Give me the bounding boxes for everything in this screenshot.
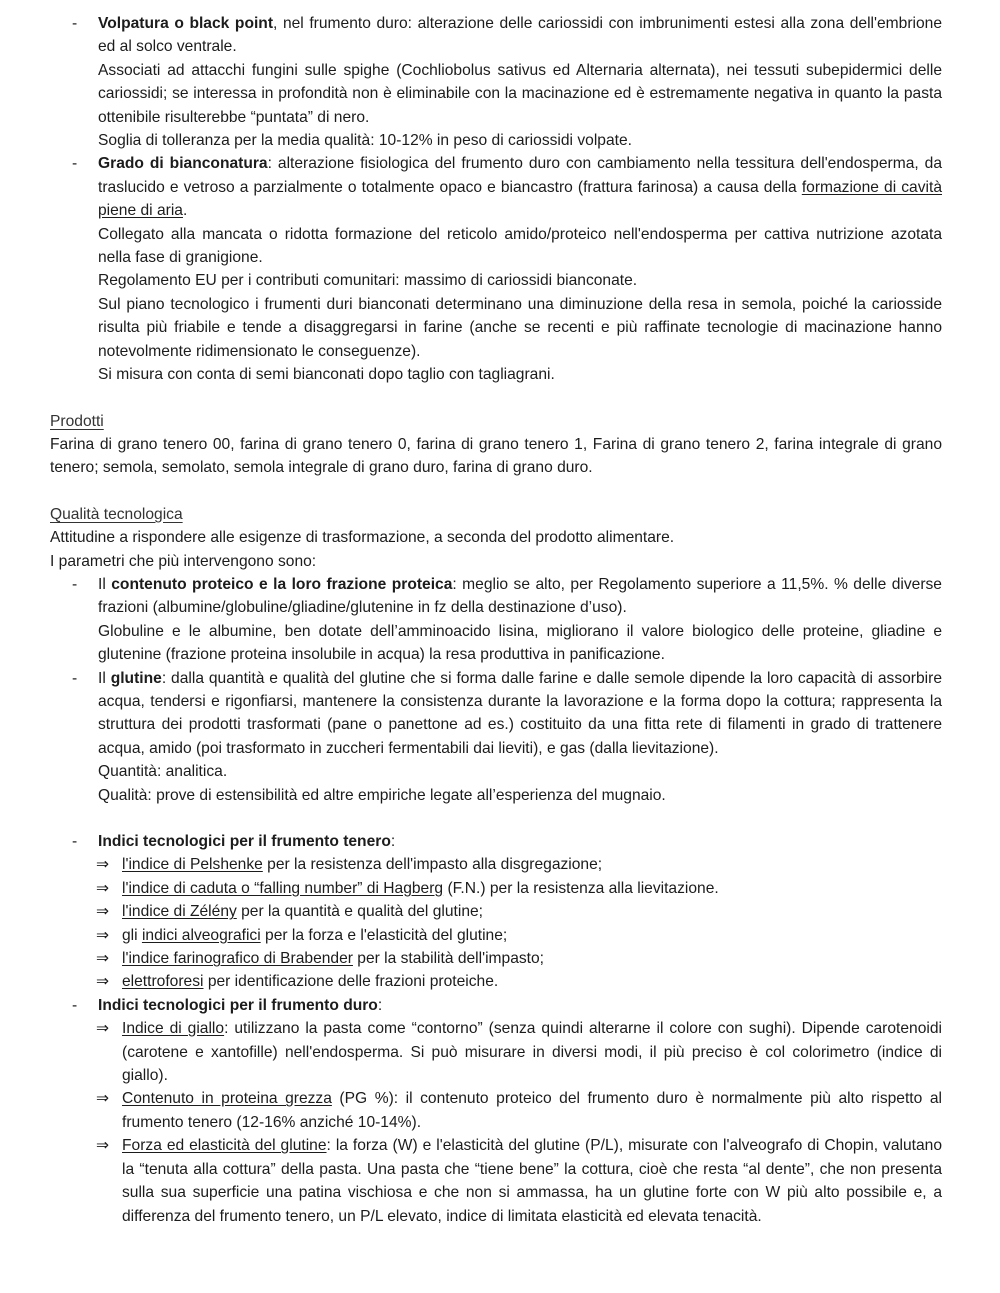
arrow-icon: ⇒ — [96, 856, 110, 874]
list-item-indici-duro — [50, 994, 942, 1017]
term-bianconatura: Grado di bianconatura — [98, 155, 268, 173]
term-volpatura: Volpatura o black point — [98, 15, 274, 32]
term-contenuto-proteico: contenuto proteico e la loro frazione proteica — [111, 575, 453, 593]
bianconatura-cause: Collegato alla mancata o ridotta formazione del reticolo amido/proteico nell'endosperma per cattiva nutrizione azotata nella fase di granigione. — [98, 225, 942, 267]
index-name: indici alveografici — [141, 926, 261, 944]
tenero-index-item: ⇒ l'indice di Zélény per la quantità e qualità del glutine; — [50, 900, 942, 923]
indici-duro-heading: Indici tecnologici per il frumento duro: — [98, 996, 383, 1014]
volpatura-cause: Associati ad attacchi fungini sulle spighe (Cochliobolus sativus ed Alternaria alternata), nei tessuti subepidermici delle cariossidi; se interessa in profondità non è eliminabile con la macinazione ed è estremamente negativa in quanto la pasta ottenibile risulterebbe “puntata” di nero. — [98, 61, 942, 126]
proteico-detail: Globuline e le albumine, ben dotate dell’amminoacido lisina, migliorano il valore biologico delle proteine, gliadine e glutenine (frazione proteina insolubile in acqua) la resa produttiva in panificazione. — [98, 622, 942, 664]
indici-tenero-heading: Indici tecnologici per il frumento tenero: — [98, 833, 396, 850]
index-name: l'indice di caduta o “falling number” di Hagberg — [122, 879, 444, 897]
list-item-contenuto-proteico — [50, 573, 942, 667]
qualita-intro: Attitudine a rispondere alle esigenze di trasformazione, a seconda del prodotto alimentare. — [50, 529, 675, 547]
index-name: l'indice di Zélény — [122, 903, 237, 921]
volpatura-threshold: Soglia di tolleranza per la media qualità: 10-12% in peso di cariossidi volpate. — [98, 132, 632, 150]
term-glutine: glutine — [110, 669, 162, 687]
glutine-qualita: Qualità: prove di estensibilità ed altre empiriche legate all’esperienza del mugnaio. — [98, 786, 666, 804]
arrow-icon: ⇒ — [96, 926, 110, 944]
section-heading-prodotti: Prodotti — [50, 412, 104, 430]
bianconatura-measure: Si misura con conta di semi bianconati dopo taglio con tagliagrani. — [98, 366, 555, 384]
tenero-index-item: ⇒ elettroforesi per identificazione delle frazioni proteiche. — [50, 970, 942, 993]
bullet-dash: - — [72, 996, 78, 1014]
index-name: l'indice farinografico di Brabender — [122, 950, 353, 968]
tenero-index-item: ⇒ l'indice di Pelshenke per la resistenza dell'impasto alla disgregazione; — [50, 853, 942, 876]
arrow-icon: ⇒ — [96, 973, 110, 991]
list-item-bianconatura — [50, 152, 942, 386]
arrow-icon: ⇒ — [96, 1020, 110, 1038]
bullet-dash: - — [72, 575, 78, 593]
arrow-icon: ⇒ — [96, 1137, 110, 1155]
list-item-volpatura — [50, 12, 942, 152]
list-item-glutine — [50, 667, 942, 807]
tenero-index-item: ⇒ l'indice di caduta o “falling number” di Hagberg (F.N.) per la resistenza alla lievitazione. — [50, 877, 942, 900]
duro-index-item: ⇒ Contenuto in proteina grezza (PG %): il contenuto proteico del frumento duro è normalmente più alto rispetto al frumento tenero (12-16% anziché 10-14%). — [50, 1087, 942, 1134]
bullet-dash: - — [72, 155, 78, 173]
index-name: Indice di giallo — [122, 1020, 225, 1038]
proteico-definition: Il contenuto proteico e la loro frazione proteica: meglio se alto, per Regolamento superiore a 11,5%. % delle diverse frazioni (albumine/globuline/gliadine/glutenine in fz della destinazione d’uso). — [98, 575, 942, 617]
arrow-icon: ⇒ — [96, 903, 110, 921]
bianconatura-definition: Grado di bianconatura: alterazione fisiologica del frumento duro con cambiamento nella tessitura dell'endosperma, da traslucido e vetroso a parzialmente o totalmente opaco e biancastro (frattura farinosa) a causa della formazione di cavità piene di aria. — [98, 155, 942, 220]
glutine-quantita: Quantità: analitica. — [98, 763, 228, 781]
list-item-indici-tenero — [50, 830, 942, 853]
arrow-icon: ⇒ — [96, 1090, 110, 1108]
arrow-icon: ⇒ — [96, 879, 110, 897]
section-heading-qualita: Qualità tecnologica — [50, 505, 183, 523]
bianconatura-regulation: Regolamento EU per i contributi comunitari: massimo di cariossidi bianconate. — [98, 272, 638, 290]
tenero-index-item: ⇒ l'indice farinografico di Brabender per la stabilità dell'impasto; — [50, 947, 942, 970]
underlined-phrase: formazione di cavità piene di aria — [98, 178, 942, 220]
prodotti-text: Farina di grano tenero 00, farina di grano tenero 0, farina di grano tenero 1, Farina di grano tenero 2, farina integrale di grano tenero; semola, semolato, semola integrale di grano duro, farina di grano duro. — [50, 435, 942, 477]
index-name: l'indice di Pelshenke — [122, 856, 263, 874]
glutine-definition: Il glutine: dalla quantità e qualità del glutine che si forma dalle farine e dalle semole dipende la loro capacità di assorbire acqua, tendersi e rigonfiarsi, mantenere la consistenza durante la lavorazione e la forma dopo la cottura; rappresenta la struttura dei prodotti trasformati (pane o panettone ad es.) costituito da una fitta rete di filamenti in grado di trattenere acqua, amido (poi trasformato in zuccheri fermentabili dai lieviti), e gas (dalla lievitazione). — [98, 669, 942, 757]
tenero-index-item: ⇒ gli indici alveografici per la forza e l'elasticità del glutine; — [50, 924, 942, 947]
bianconatura-technology: Sul piano tecnologico i frumenti duri bianconati determinano una diminuzione della resa in semola, poiché la cariosside risulta più friabile e tende a disaggregarsi in farine (anche se recenti e più raffinate tecnologie di macinazione hanno notevolmente ridimensionato le conseguenze). — [98, 295, 942, 360]
arrow-icon: ⇒ — [96, 950, 110, 968]
bullet-dash: - — [72, 669, 78, 687]
duro-index-item: ⇒ Indice di giallo: utilizzano la pasta come “contorno” (senza quindi alterarne il colore con sughi). Dipende carotenoidi (carotene e xantofille) nell'endosperma. Si può misurare in diversi modi, il più preciso è col colorimetro (indice di giallo). — [50, 1017, 942, 1087]
index-name: elettroforesi — [122, 973, 204, 991]
qualita-intro-params: I parametri che più intervengono sono: — [50, 552, 317, 570]
duro-index-item: ⇒ Forza ed elasticità del glutine: la forza (W) e l'elasticità del glutine (P/L), misurate con l'alveografo di Chopin, valutano la “tenuta alla cottura” della pasta. Una pasta che “tiene bene” la cottura, cioè che resta “al dente”, che non presenta sulla sua superficie una patina vischiosa e che non si ammassa, ha un glutine forte con W più alto possibile e, a differenza del frumento tenero, un P/L elevato, indice di limitata elasticità ed elevata tenacità. — [50, 1134, 942, 1228]
bullet-dash: - — [72, 15, 78, 32]
volpatura-definition: Volpatura o black point, nel frumento duro: alterazione delle cariossidi con imbrunimenti estesi alla zona dell'embrione ed al solco ventrale. — [98, 15, 942, 56]
index-name: Forza ed elasticità del glutine — [122, 1137, 327, 1155]
bullet-dash: - — [72, 833, 78, 850]
index-name: Contenuto in proteina grezza — [122, 1090, 332, 1108]
